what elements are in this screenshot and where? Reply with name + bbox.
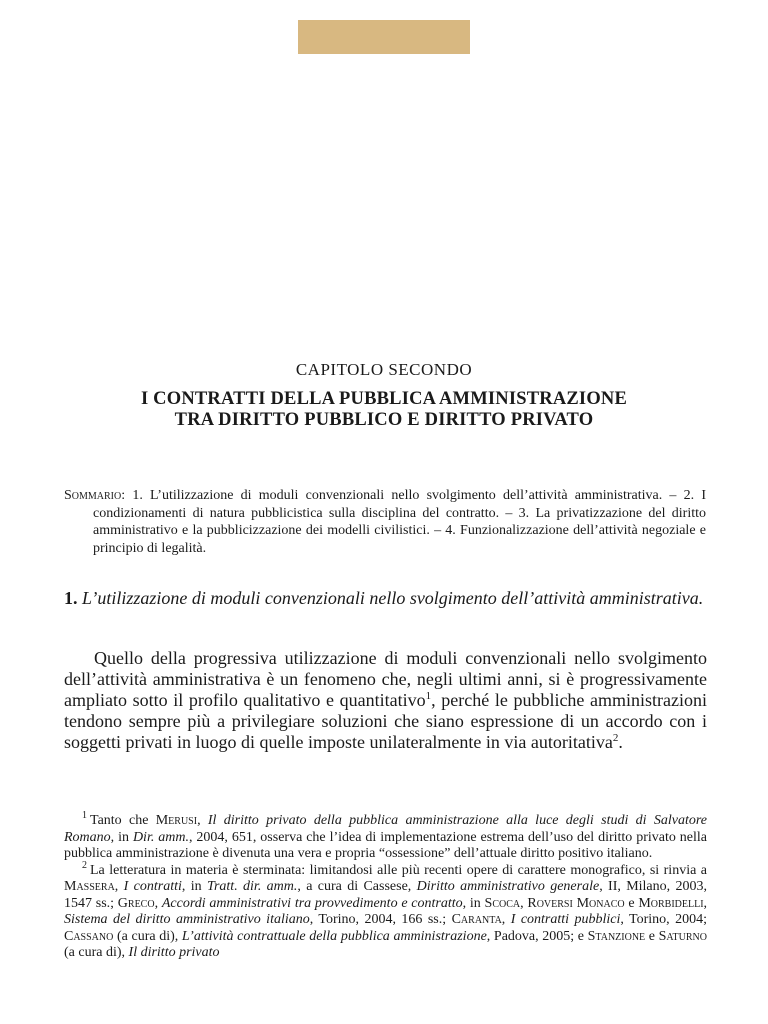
footnote-text: , a cura di Cassese,	[297, 879, 417, 894]
footnote-text: , II, Milano, 2003, 1547 ss.;	[64, 879, 707, 911]
footnote-author: Roversi Monaco	[527, 895, 625, 911]
footnote-text: e	[624, 895, 639, 911]
footnote-text: La letteratura in materia è sterminata: limitandosi alle più recenti opere di carattere monografico, si rinvia a	[90, 862, 707, 878]
footnote-text: , Torino, 2004;	[620, 912, 708, 927]
footnote-text: , 2004, 651, osserva che l’idea di implementazione estrema dell’uso del diritto privato nella pubblica amministrazione è divenuta una vera e propria “ossessione” dell’attuale diritto positivo italiano.	[64, 829, 708, 861]
footnote-ref-2[interactable]: 2	[612, 732, 619, 744]
section-number: 1.	[64, 588, 78, 608]
summary-label: Sommario	[64, 488, 122, 503]
footnote-author: Saturno	[658, 928, 707, 944]
footnote-author: Stanzione	[587, 928, 646, 944]
footnote-work-title: Sistema del diritto amministrativo italiano	[64, 912, 310, 927]
footnote-work-title: Dir. amm.	[132, 829, 189, 845]
chapter-title-line-1: I CONTRATTI DELLA PUBBLICA AMMINISTRAZIONE	[140, 389, 628, 409]
footnote-work-title: I contratti pubblici	[510, 912, 621, 927]
footnote-work-title: I contratti	[123, 879, 182, 894]
footnote-work-title: Tratt. dir. amm.	[206, 879, 298, 894]
footnote-work-title: Accordi amministrativi tra provvedimento e contratto	[161, 895, 463, 911]
footnote-text: (a cura di),	[113, 928, 182, 944]
footnote-ref-1[interactable]: 1	[425, 690, 432, 702]
body-text-part-1: Quello della progressiva utilizzazione di moduli convenzionali nello svolgimento dell’attività amministrativa è un fenomeno che, negli ultimi anni, si è progressivamente ampliato sotto il profilo qualitativo e quantitativo	[64, 648, 707, 710]
chapter-color-tab	[298, 20, 470, 54]
footnote-author: Caranta	[451, 912, 502, 927]
chapter-summary	[64, 487, 706, 557]
body-paragraph	[64, 648, 707, 753]
footnote-text: , in	[181, 879, 207, 894]
footnote-author: Greco	[117, 895, 155, 911]
footnote-text: (a cura di),	[64, 945, 129, 960]
summary-text: : 1. L’utilizzazione di moduli convenzionali nello svolgimento dell’attività amministrativa. – 2. I condizionamenti di natura pubblicistica sulla disciplina del contratto. – 3. La privatizzazione del diritto amministrativo e la pubblicizzazione dei modelli civilistici. – 4. Funzionalizzazione dell’attività negoziale e principio di legalità.	[93, 488, 706, 556]
section-title: L’utilizzazione di moduli convenzionali nello svolgimento dell’attività amministrativa.	[82, 588, 704, 608]
footnote-text: ,	[114, 879, 124, 894]
footnote-author: Morbidelli	[638, 895, 704, 911]
body-text-part-3: .	[618, 732, 623, 752]
footnote-2	[64, 859, 708, 962]
footnote-1	[64, 810, 708, 863]
chapter-title-line-2: TRA DIRITTO PUBBLICO E DIRITTO PRIVATO	[174, 410, 594, 430]
footnote-text: ,	[703, 895, 708, 911]
footnote-text: ,	[520, 895, 528, 911]
chapter-title	[40, 389, 728, 431]
footnote-work-title: Il diritto privato della pubblica amministrazione alla luce degli studi di Salvatore Romano	[64, 813, 707, 845]
footnote-text: , in	[110, 829, 133, 845]
footnote-author: Massera	[64, 879, 115, 894]
footnote-1-number: 1	[82, 810, 87, 822]
footnote-text: e	[645, 928, 659, 944]
footnotes	[64, 810, 708, 962]
chapter-label: CAPITOLO SECONDO	[295, 360, 473, 379]
footnote-text: Tanto che	[90, 813, 156, 828]
footnote-2-number: 2	[82, 859, 87, 871]
footnote-author: Cassano	[64, 928, 114, 944]
footnote-text: ,	[154, 895, 162, 911]
body-text-part-2: , perché le pubbliche amministrazioni tendono sempre più a privilegiare soluzioni che siano espressione di un accordo con i soggetti privati in luogo di quelle imposte unilateralmente in via autoritativa	[64, 690, 708, 752]
footnote-text: ,	[501, 912, 511, 927]
footnote-work-title: Il diritto privato	[128, 945, 220, 960]
footnote-text: ,	[197, 813, 208, 828]
section-heading	[64, 588, 707, 609]
footnote-author: Scoca	[484, 895, 521, 911]
footnote-text: , Padova, 2005; e	[486, 928, 588, 944]
footnote-work-title: Diritto amministrativo generale	[416, 879, 600, 894]
footnote-text: , in	[462, 895, 485, 911]
footnote-author: Merusi	[155, 813, 198, 828]
footnote-text: , Torino, 2004, 166 ss.;	[309, 912, 452, 927]
footnote-work-title: L’attività contrattuale della pubblica amministrazione	[181, 928, 487, 944]
